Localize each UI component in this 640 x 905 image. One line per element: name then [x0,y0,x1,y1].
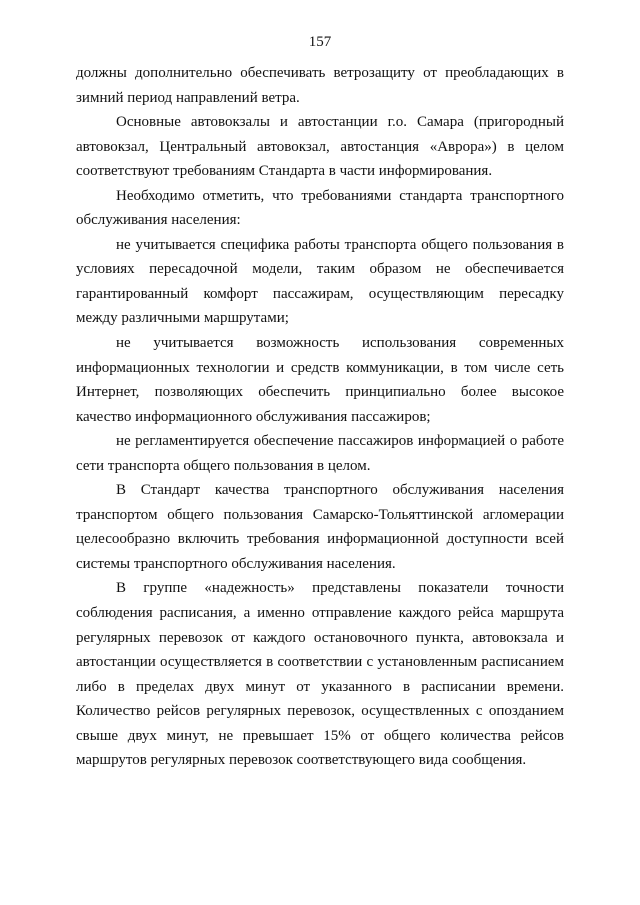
text-line: информационных технологии и средств коммуникации, в том числе сеть [76,359,564,376]
text-line: маршрутов регулярных перевозок соответствующего вида сообщения. [76,752,527,769]
text-line: Количество рейсов регулярных перевозок, осуществленных с опозданием [76,703,564,720]
text-line: соблюдения расписания, а именно отправление каждого рейса маршрута [76,605,564,622]
text-line: гарантированный комфорт пассажирам, осуществляющим пересадку [76,285,564,302]
text-line: соответствуют требованиям Стандарта в части информирования. [76,163,493,180]
text-line: условиях пересадочной модели, таким образом не обеспечивается [76,261,564,278]
text-line: В Стандарт качества транспортного обслуживания населения [116,482,564,499]
text-line: системы транспортного обслуживания населения. [76,555,396,572]
text-line: транспортом общего пользования Самарско-Тольяттинской агломерации [76,506,564,523]
text-line: Интернет, позволяющих обеспечить принципиально более высокое [76,384,564,401]
text-line: целесообразно включить требования информационной доступности всей [76,531,564,548]
text-line: обслуживания населения: [76,212,241,229]
text-line: не учитывается специфика работы транспорта общего пользования в [116,236,564,253]
text-line: не учитывается возможность использования современных [116,335,564,352]
text-line: зимний период направлений ветра. [76,89,300,106]
text-line: либо в пределах двух минут от указанного в расписании времени. [76,678,564,695]
body-text [76,61,564,773]
text-line: Необходимо отметить, что требованиями стандарта транспортного [116,187,564,204]
text-line: качество информационного обслуживания пассажиров; [76,408,431,425]
text-line: сети транспорта общего пользования в целом. [76,457,371,474]
page-number: 157 [308,34,332,50]
text-line: автовокзал, Центральный автовокзал, автостанция «Аврора») в целом [76,138,564,155]
text-line: свыше двух минут, не превышает 15% от общего количества рейсов [76,727,564,744]
text-line: должны дополнительно обеспечивать ветрозащиту от преобладающих в [76,65,564,81]
text-line: Основные автовокзалы и автостанции г.о. Самара (пригородный [116,114,564,131]
text-line: автостанции осуществляется в соответствии с установленным расписанием [76,654,564,671]
text-line: регулярных перевозок от каждого остановочного пункта, автовокзала и [76,629,564,646]
text-line: не регламентируется обеспечение пассажиров информацией о работе [116,433,564,450]
text-line: В группе «надежность» представлены показатели точности [116,580,564,597]
text-line: между различными маршрутами; [76,310,289,327]
